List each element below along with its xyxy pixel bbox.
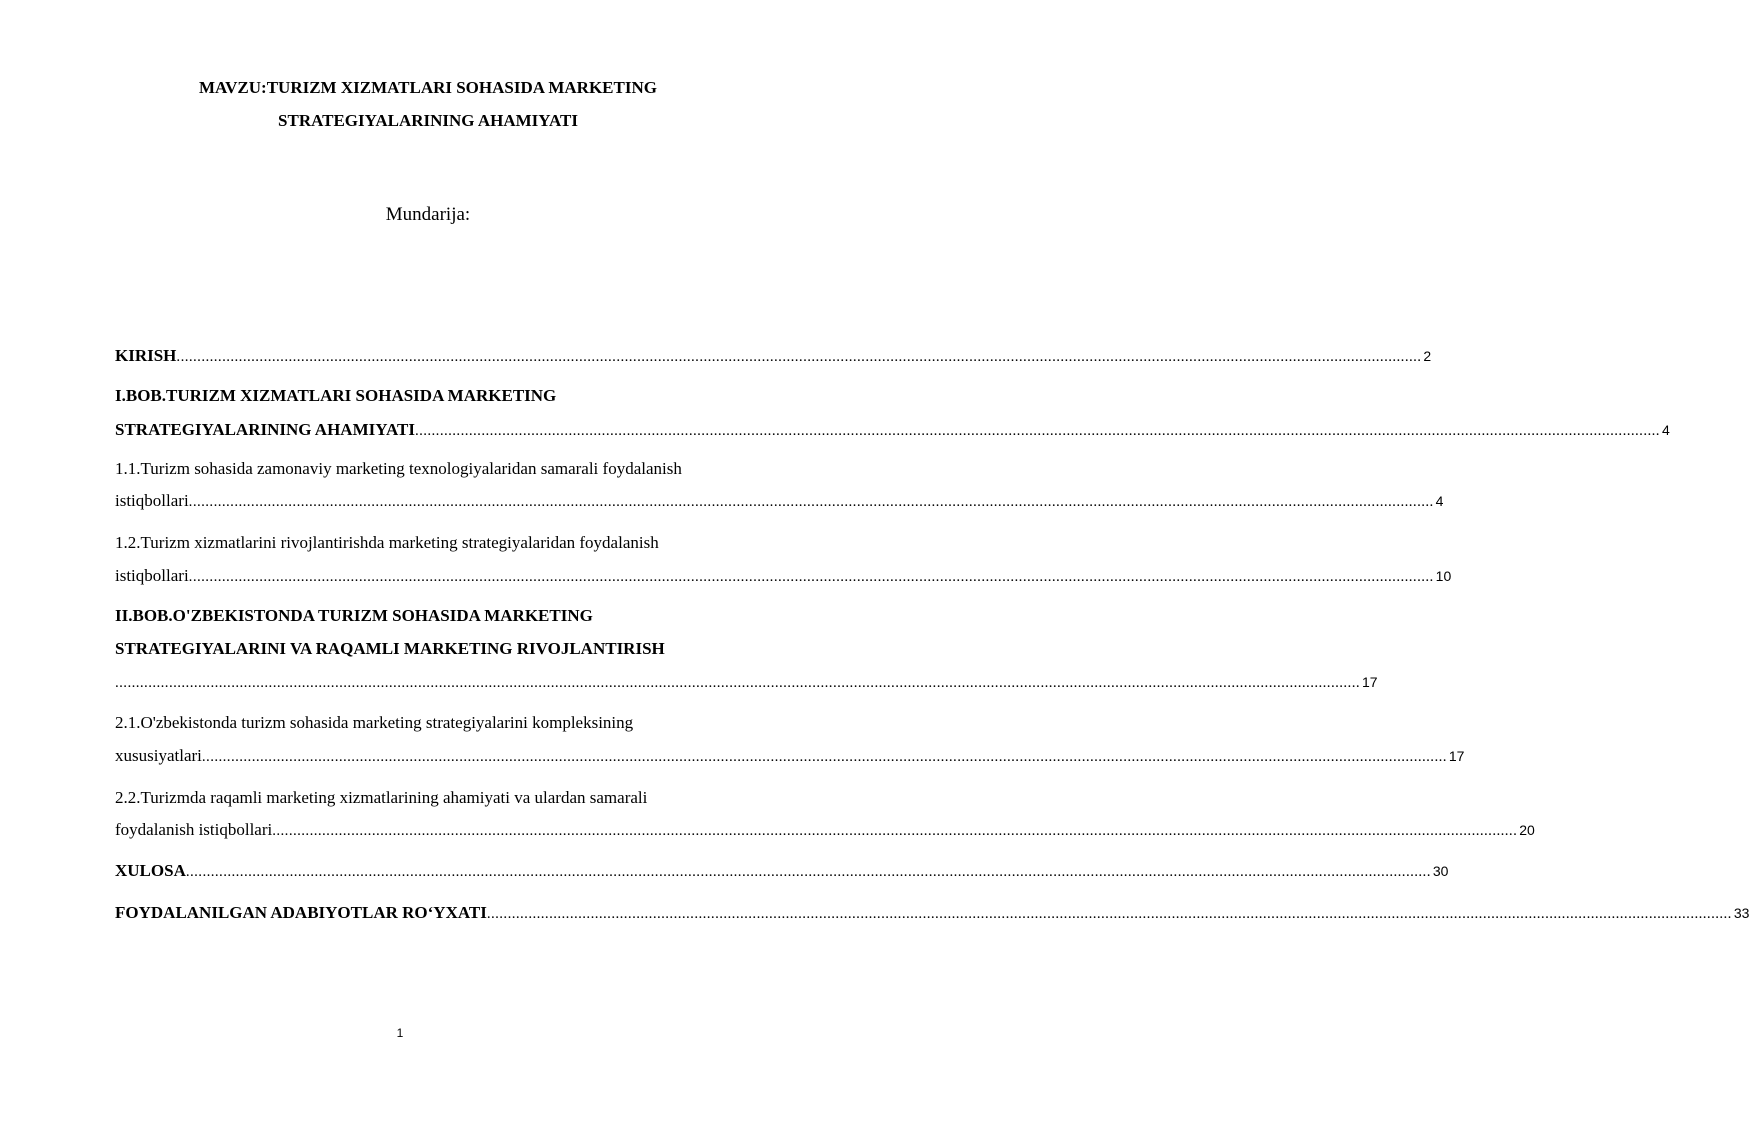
toc-entry-s12-line1[interactable]: [115, 526, 741, 559]
dot-leader: ............................................................................................................................................................................................................................................................................................................: [115, 675, 1360, 691]
toc-page-number: 20: [1519, 822, 1535, 838]
toc-entry-label: xususiyatlari: [115, 746, 202, 765]
toc-entry-bob1-line2[interactable]: [115, 413, 1670, 446]
toc-page-number: 4: [1435, 493, 1444, 509]
toc-entry-label: 2.2.Turizmda raqamli marketing xizmatlarining ahamiyati va ulardan samarali: [115, 788, 648, 807]
dot-leader: ............................................................................................................................................................................................................................................................................................................: [414, 423, 1660, 439]
toc-page-number: 33: [1733, 905, 1749, 921]
toc-entry-bob2-line1[interactable]: [115, 599, 741, 632]
toc-entry-label: istiqbollari: [115, 566, 189, 585]
dot-leader: ............................................................................................................................................................................................................................................................................................................: [188, 569, 1434, 585]
page-number-footer: 1: [396, 1026, 404, 1040]
toc-entry-s22-line1[interactable]: [115, 781, 741, 814]
toc-entry-label: istiqbollari: [115, 491, 189, 510]
toc-entry-adabiyotlar[interactable]: [115, 896, 1749, 929]
toc-entry-s11-line1[interactable]: [115, 452, 741, 485]
dot-leader: ............................................................................................................................................................................................................................................................................................................: [185, 864, 1431, 880]
toc-entry-label: XULOSA: [115, 861, 186, 880]
toc-entry-s12-line2[interactable]: [115, 559, 1452, 592]
dot-leader: ............................................................................................................................................................................................................................................................................................................: [188, 494, 1434, 510]
toc-entry-s21-line2[interactable]: [115, 739, 1465, 772]
toc-entry-label: KIRISH: [115, 346, 177, 365]
toc-entry-label: STRATEGIYALARINI VA RAQAMLI MARKETING RIVOJLANTIRISH: [115, 639, 665, 658]
dot-leader: ............................................................................................................................................................................................................................................................................................................: [486, 906, 1732, 922]
dot-leader: ............................................................................................................................................................................................................................................................................................................: [201, 749, 1447, 765]
toc-entry-label: II.BOB.O'ZBEKISTONDA TURIZM SOHASIDA MARKETING: [115, 606, 593, 625]
toc-entry-label: STRATEGIYALARINING AHAMIYATI: [115, 420, 415, 439]
toc-entry-label: 1.2.Turizm xizmatlarini rivojlantirishda marketing strategiyalaridan foydalanish: [115, 533, 659, 552]
toc-entry-bob1-line1[interactable]: [115, 379, 741, 412]
toc-entry-label: FOYDALANILGAN ADABIYOTLAR RO‘YXATI: [115, 903, 487, 922]
toc-entry-label: 2.1.O'zbekistonda turizm sohasida marketing strategiyalarini kompleksining: [115, 713, 634, 732]
document-title-line-1: MAVZU:TURIZM XIZMATLARI SOHASIDA MARKETING: [199, 78, 657, 97]
toc-heading: Mundarija:: [385, 204, 471, 225]
dot-leader: ............................................................................................................................................................................................................................................................................................................: [272, 823, 1518, 839]
toc-entry-bob2-line2[interactable]: [115, 632, 741, 665]
toc-entry-s22-line2[interactable]: [115, 813, 1535, 846]
dot-leader: ............................................................................................................................................................................................................................................................................................................: [176, 349, 1422, 365]
toc-page-number: 17: [1448, 748, 1465, 764]
toc-page-number: 10: [1435, 568, 1452, 584]
toc-entry-label: I.BOB.TURIZM XIZMATLARI SOHASIDA MARKETING: [115, 386, 557, 405]
document-title-line-2: STRATEGIYALARINING AHAMIYATI: [278, 111, 578, 130]
toc-entry-label: 1.1.Turizm sohasida zamonaviy marketing texnologiyalaridan samarali foydalanish: [115, 459, 682, 478]
toc-entry-s21-line1[interactable]: [115, 706, 741, 739]
toc-entry-bob2-line3[interactable]: [115, 666, 1378, 699]
toc-page-number: 2: [1423, 348, 1432, 364]
toc-page-number: 4: [1661, 422, 1670, 438]
toc-page-number: 17: [1362, 674, 1378, 690]
toc-page-number: 30: [1432, 863, 1449, 879]
toc-entry-xulosa[interactable]: [115, 854, 1449, 887]
toc-entry-label: foydalanish istiqbollari: [115, 820, 273, 839]
toc-entry-s11-line2[interactable]: [115, 484, 1444, 517]
toc-entry-kirish[interactable]: [115, 339, 1432, 372]
